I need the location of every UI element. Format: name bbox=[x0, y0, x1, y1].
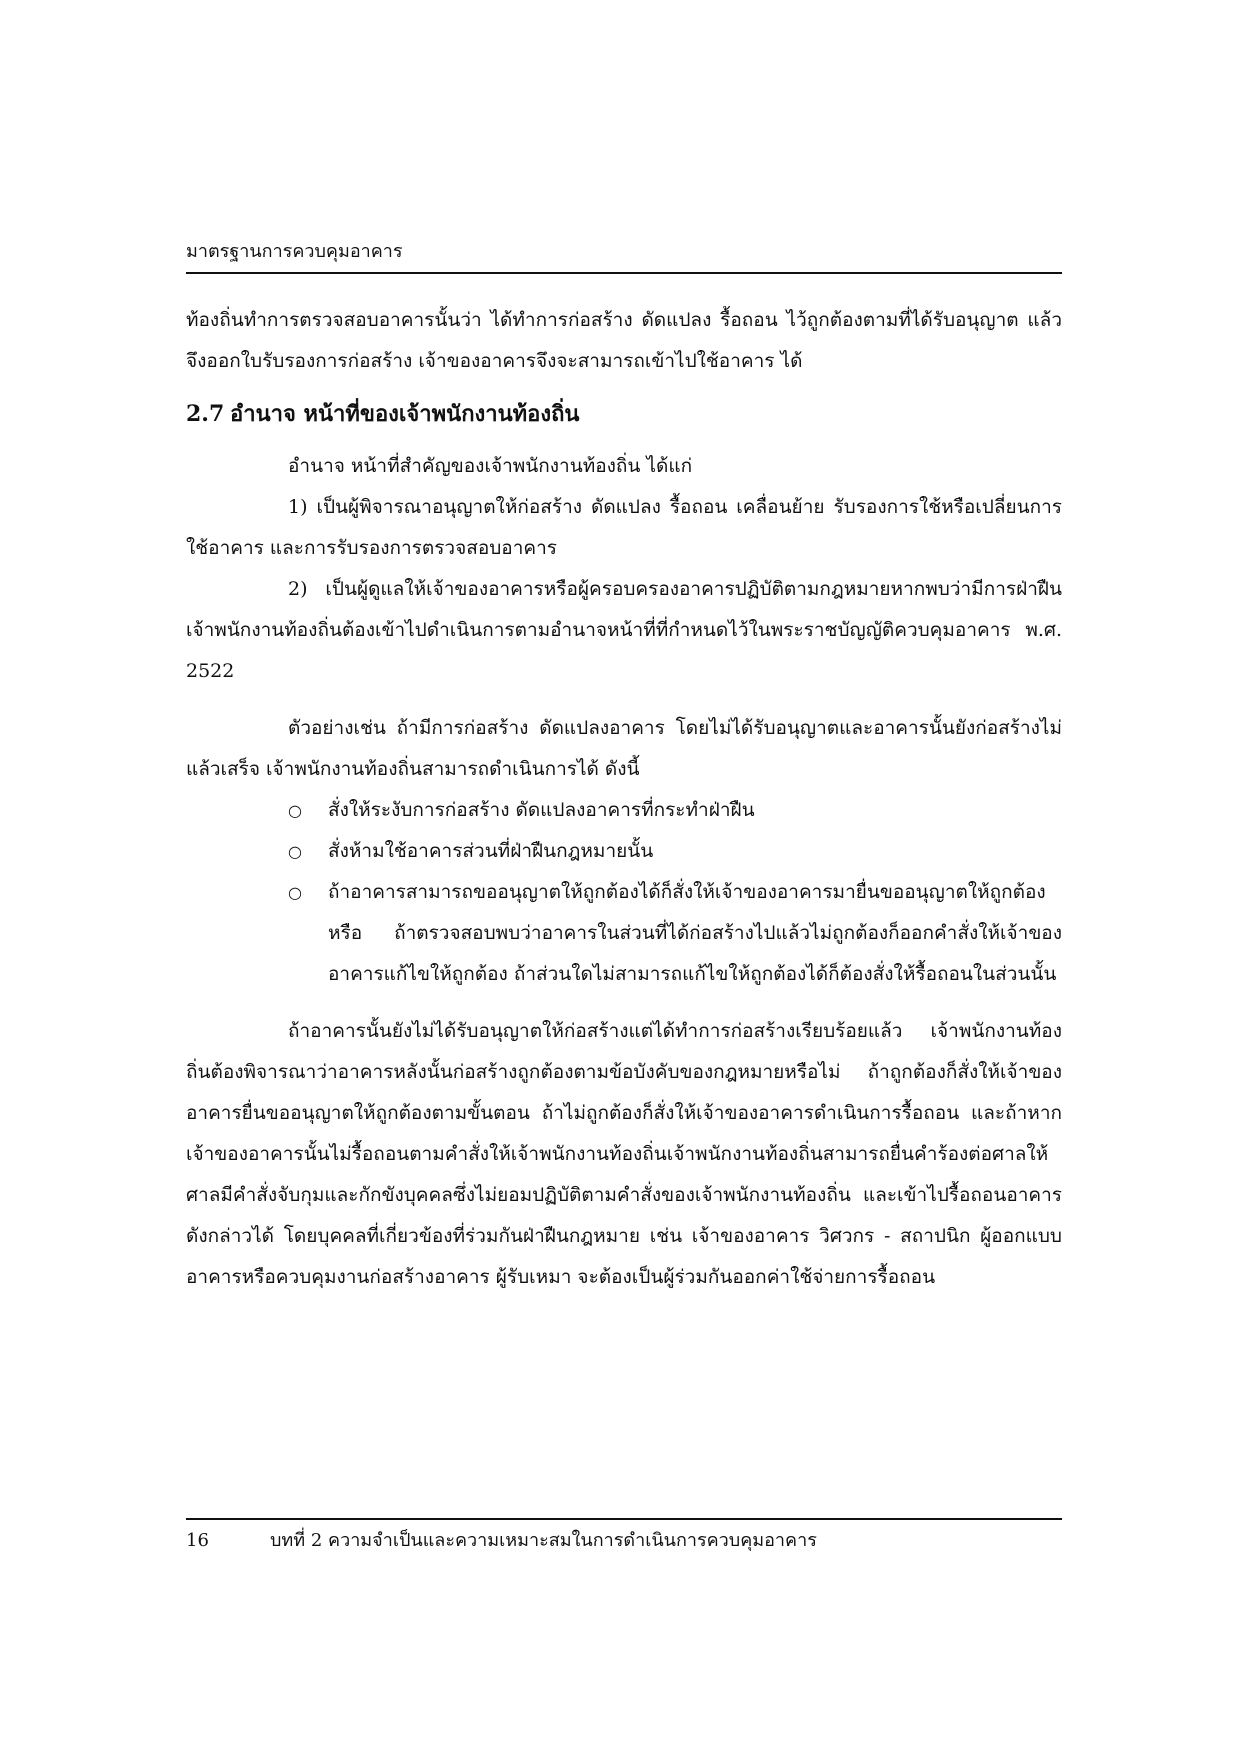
bullet-text: ถ้าอาคารสามารถขออนุญาตให้ถูกต้องได้ก็สั่งให้เจ้าของอาคารมายื่นขออนุญาตให้ถูกต้อง หรือ ถ้าตรวจสอบพบว่าอาคารในส่วนที่ได้ก่อสร้างไปแล้วไม่ถูกต้องก็ออกคำสั่งให้เจ้าของอาคารแก้ไขให้ถูกต้อง ถ้าส่วนใดไม่สามารถแก้ไขให้ถูกต้องได้ก็ต้องสั่งให้รื้อถอนในส่วนนั้น bbox=[328, 881, 1062, 985]
running-header: มาตรฐานการควบคุมอาคาร bbox=[186, 241, 403, 262]
numbered-item-1: 1) เป็นผู้พิจารณาอนุญาตให้ก่อสร้าง ดัดแปลง รื้อถอน เคลื่อนย้าย รับรองการใช้หรือเปลี่ยนการใช้อาคาร และการรับรองการตรวจสอบอาคาร bbox=[186, 496, 1062, 559]
closing-paragraph: ถ้าอาคารนั้นยังไม่ได้รับอนุญาตให้ก่อสร้างแต่ได้ทำการก่อสร้างเรียบร้อยแล้ว เจ้าพนักงานท้องถิ่นต้องพิจารณาว่าอาคารหลังนั้นก่อสร้างถูกต้องตามข้อบังคับของกฎหมายหรือไม่ ถ้าถูกต้องก็สั่งให้เจ้าของอาคารยื่นขออนุญาตให้ถูกต้องตามขั้นตอน ถ้าไม่ถูกต้องก็สั่งให้เจ้าของอาคารดำเนินการรื้อถอน และถ้าหากเจ้าของอาคารนั้นไม่รื้อถอนตามคำสั่งให้เจ้าพนักงานท้องถิ่นเจ้าพนักงานท้องถิ่นสามารถยื่นคำร้องต่อศาลให้ศาลมีคำสั่งจับกุมและกักขังบุคคลซึ่งไม่ยอมปฏิบัติตามคำสั่งของเจ้าพนักงานท้องถิ่น และเข้าไปรื้อถอนอาคารดังกล่าวได้ โดยบุคคลที่เกี่ยวข้องที่ร่วมกันฝ่าฝืนกฎหมาย เช่น เจ้าของอาคาร วิศวกร - สถาปนิก ผู้ออกแบบอาคารหรือควบคุมงานก่อสร้างอาคาร ผู้รับเหมา จะต้องเป็นผู้ร่วมกันออกค่าใช้จ่ายการรื้อถอน bbox=[186, 1020, 1062, 1288]
section-title: อำนาจ หน้าที่ของเจ้าพนักงานท้องถิ่น bbox=[230, 401, 580, 427]
example-paragraph: ตัวอย่างเช่น ถ้ามีการก่อสร้าง ดัดแปลงอาคาร โดยไม่ได้รับอนุญาตและอาคารนั้นยังก่อสร้างไม่แล้วเสร็จ เจ้าพนักงานท้องถิ่นสามารถดำเนินการได้ ดังนี้ bbox=[186, 717, 1062, 780]
running-footer bbox=[186, 1527, 1062, 1555]
hollow-circle-icon: ○ bbox=[288, 842, 302, 861]
intro-paragraph: ท้องถิ่นทำการตรวจสอบอาคารนั้นว่า ได้ทำการก่อสร้าง ดัดแปลง รื้อถอน ไว้ถูกต้องตามที่ได้รับอนุญาต แล้วจึงออกใบรับรองการก่อสร้าง เจ้าของอาคารจึงจะสามารถเข้าไปใช้อาคาร ได้ bbox=[186, 309, 1062, 372]
bullet-item bbox=[288, 790, 1062, 831]
section-number: 2.7 bbox=[186, 401, 225, 427]
bullet-item bbox=[288, 872, 1062, 995]
header-divider bbox=[186, 272, 1062, 274]
lead-in-paragraph: อำนาจ หน้าที่สำคัญของเจ้าพนักงานท้องถิ่น ได้แก่ bbox=[288, 455, 693, 477]
bullet-text: สั่งห้ามใช้อาคารส่วนที่ฝ่าฝืนกฎหมายนั้น bbox=[328, 840, 654, 862]
page-body bbox=[186, 300, 1062, 1298]
bullet-item bbox=[288, 831, 1062, 872]
section-heading bbox=[186, 392, 1062, 436]
page-number: 16 bbox=[186, 1530, 209, 1551]
hollow-circle-icon: ○ bbox=[288, 801, 302, 820]
hollow-circle-icon: ○ bbox=[288, 883, 302, 902]
bullet-text: สั่งให้ระงับการก่อสร้าง ดัดแปลงอาคารที่กระทำฝ่าฝืน bbox=[328, 799, 755, 821]
bullet-list bbox=[186, 790, 1062, 995]
numbered-item-2: 2) เป็นผู้ดูแลให้เจ้าของอาคารหรือผู้ครอบครองอาคารปฏิบัติตามกฎหมายหากพบว่ามีการฝ่าฝืน เจ้าพนักงานท้องถิ่นต้องเข้าไปดำเนินการตามอำนาจหน้าที่ที่กำหนดไว้ในพระราชบัญญัติควบคุมอาคาร พ.ศ. 2522 bbox=[186, 578, 1062, 682]
chapter-title: บทที่ 2 ความจำเป็นและความเหมาะสมในการดำเนินการควบคุมอาคาร bbox=[270, 1530, 817, 1551]
footer-divider bbox=[186, 1518, 1062, 1520]
